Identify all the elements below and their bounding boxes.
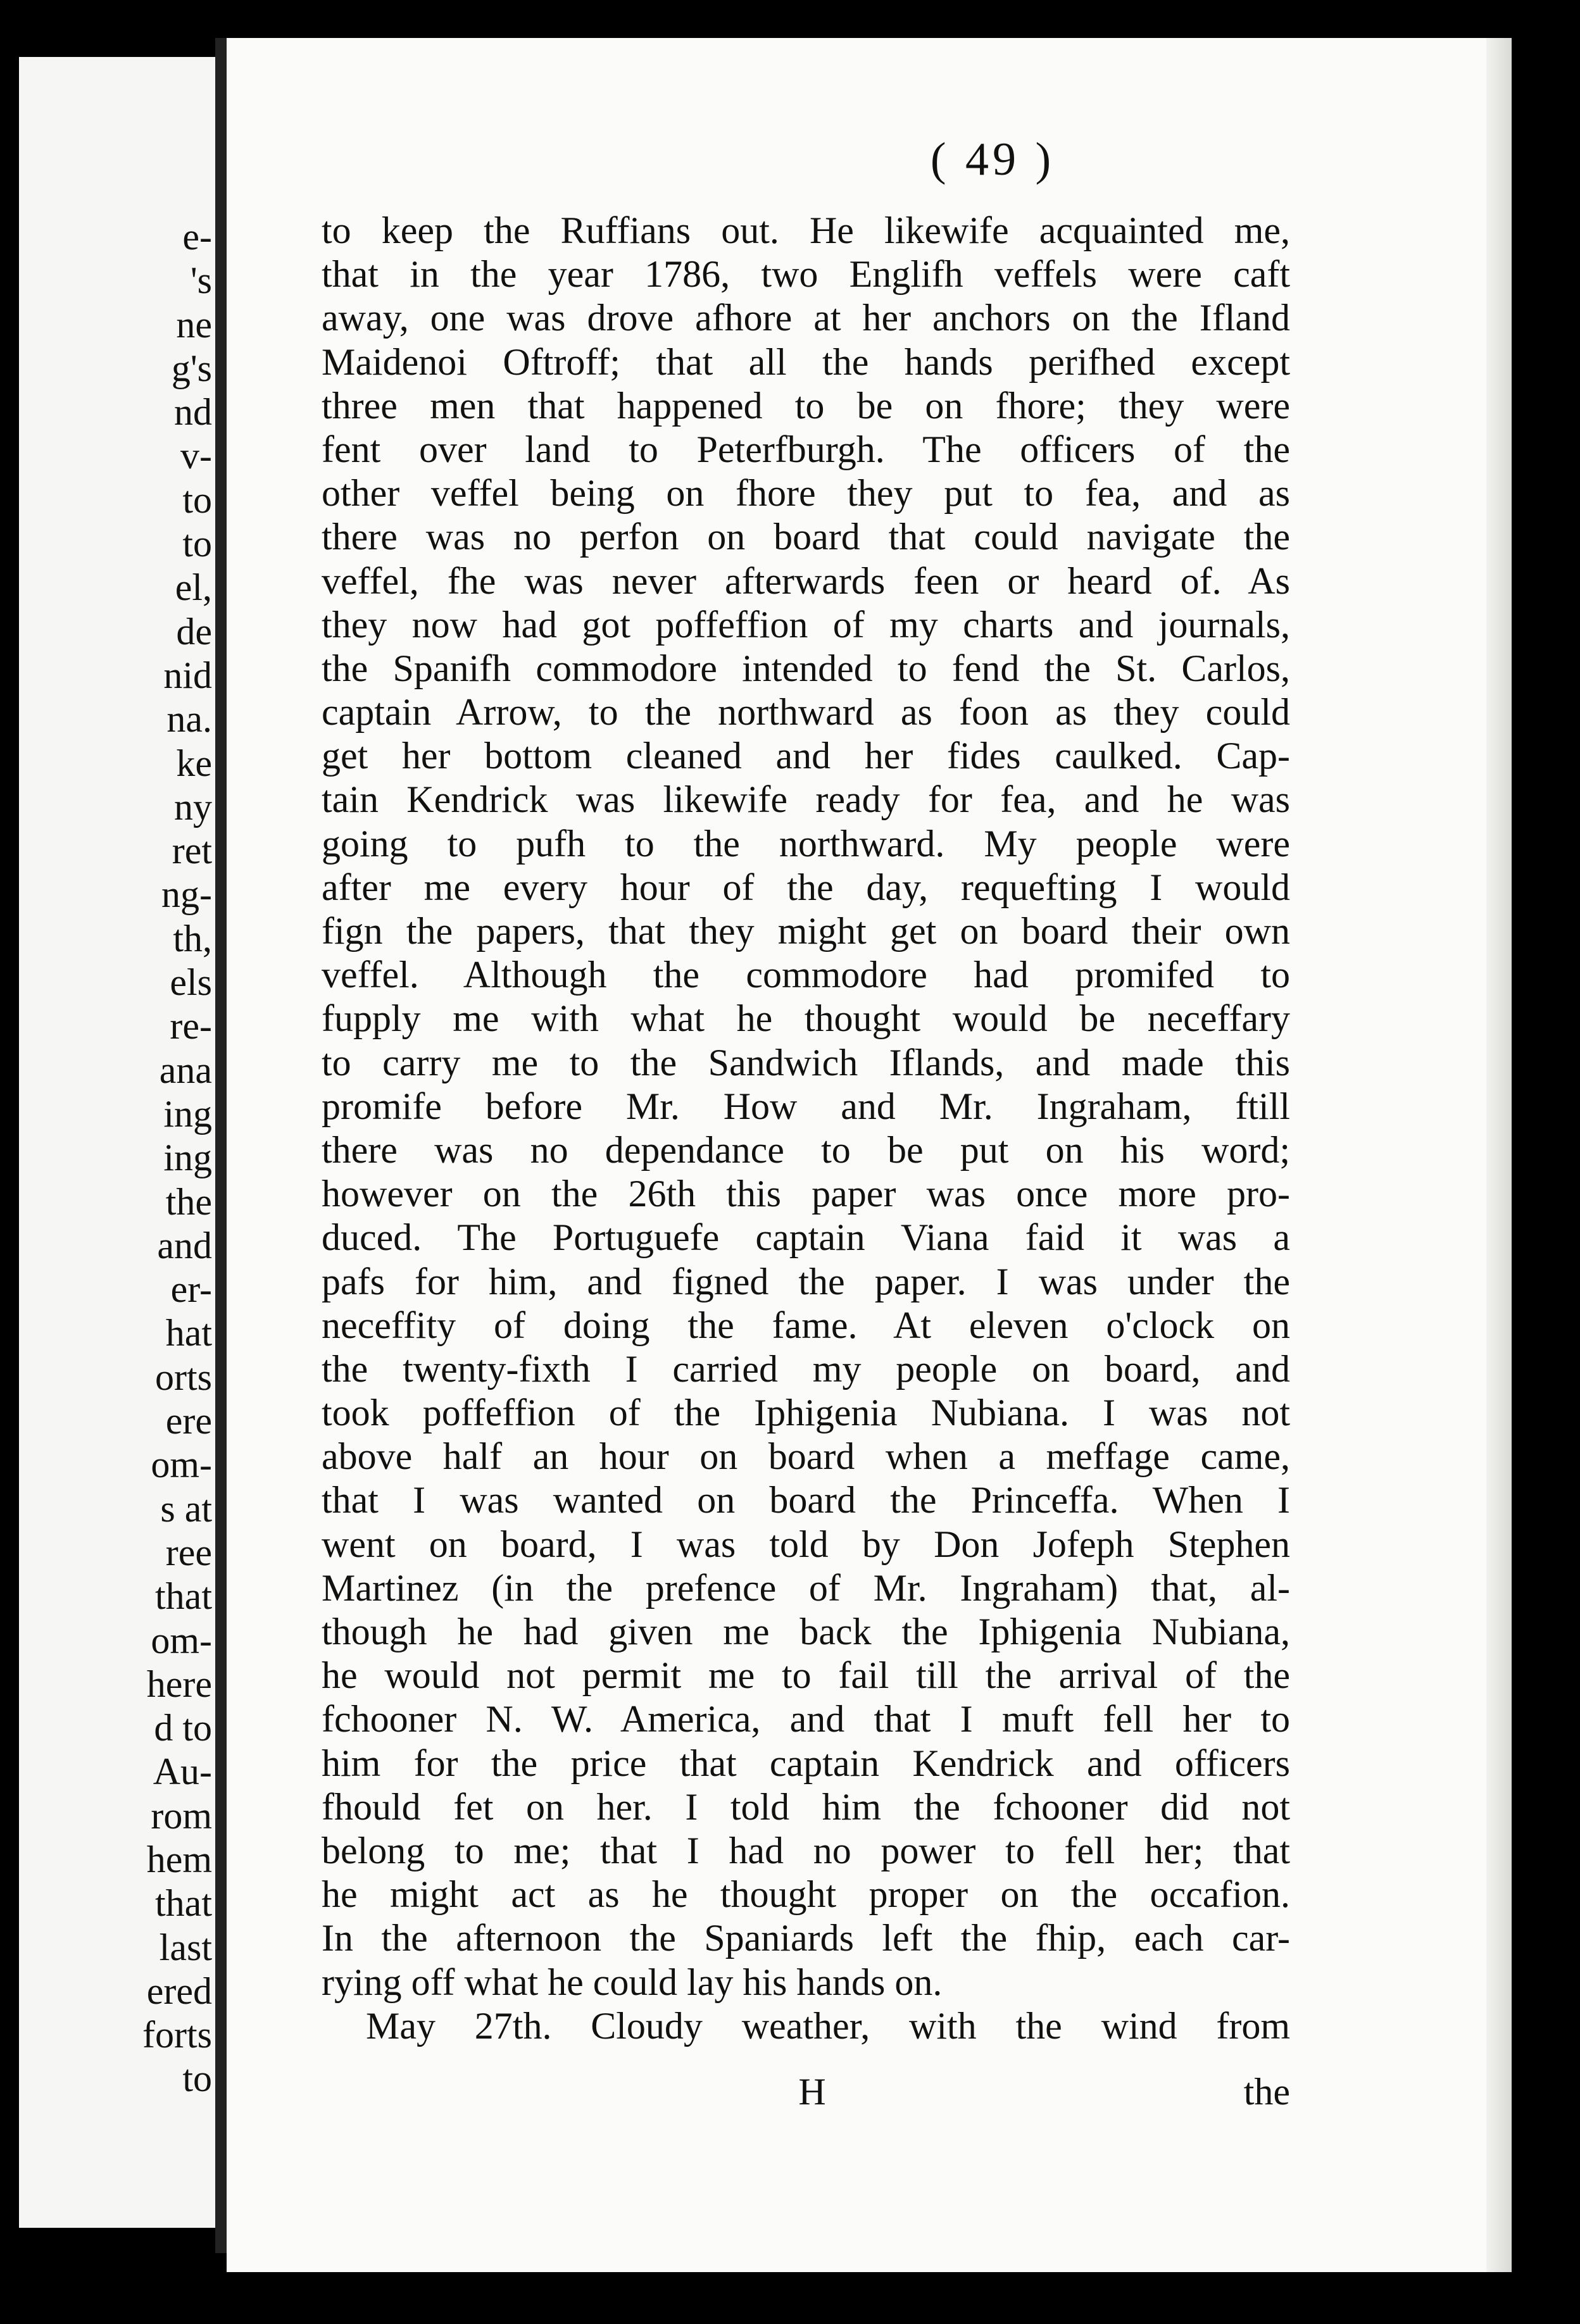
facing-page-line: na. — [166, 698, 212, 740]
facing-page-line: er- — [170, 1268, 212, 1311]
book-gutter — [215, 38, 227, 2253]
text-line: went on board, I was told by Don Jofeph Stephen — [322, 1523, 1290, 1565]
text-line: neceffity of doing the fame. At eleven o'clock on — [322, 1304, 1290, 1346]
facing-page-line: ng- — [161, 873, 212, 916]
facing-page — [19, 57, 215, 2228]
text-line: belong to me; that I had no power to fell her; that — [322, 1829, 1290, 1871]
text-line: going to pufh to the northward. My people were — [322, 822, 1290, 865]
text-line: though he had given me back the Iphigenia Nubiana, — [322, 1611, 1290, 1652]
facing-page-line: om- — [151, 1444, 212, 1486]
facing-page-line: el, — [175, 566, 212, 609]
text-line: there was no perfon on board that could navigate the — [322, 516, 1290, 558]
signature-mark: H — [798, 2071, 826, 2113]
text-line: fign the papers, that they might get on board their own — [322, 910, 1290, 952]
text-line: fupply me with what he thought would be neceffary — [322, 997, 1290, 1040]
body-text — [322, 209, 1290, 2048]
facing-page-line: here — [146, 1663, 212, 1705]
text-line: Martinez (in the prefence of Mr. Ingraham) that, al- — [322, 1566, 1290, 1609]
facing-page-line: rom — [151, 1794, 212, 1837]
facing-page-line: v- — [180, 435, 212, 477]
text-line: fhould fet on her. I told him the fchooner did not — [322, 1785, 1290, 1828]
text-line: Maidenoi Oftroff; that all the hands perifhed except — [322, 340, 1290, 383]
facing-page-line: e- — [182, 216, 212, 258]
facing-page-line: g's — [171, 347, 212, 389]
facing-page-line: and — [157, 1224, 212, 1266]
facing-page-line: that — [155, 1882, 212, 1925]
text-line: promife before Mr. How and Mr. Ingraham, ftill — [322, 1085, 1290, 1127]
facing-page-line: ne — [176, 303, 212, 346]
facing-page-line: to — [182, 478, 212, 521]
text-line: he might act as he thought proper on the occafion. — [322, 1873, 1290, 1916]
text-line: In the afternoon the Spaniards left the fhip, each car- — [322, 1917, 1290, 1959]
text-line: captain Arrow, to the northward as foon as they could — [322, 691, 1290, 734]
facing-page-line: de — [176, 610, 212, 653]
facing-page-line: Au- — [153, 1751, 212, 1793]
text-line: pafs for him, and figned the paper. I was under the — [322, 1260, 1290, 1303]
text-line: took poffeffion of the Iphigenia Nubiana. I was not — [322, 1392, 1290, 1434]
facing-page-line: ny — [174, 785, 212, 828]
text-line: to keep the Ruffians out. He likewife acquainted me, — [322, 209, 1290, 251]
facing-page-line: re- — [170, 1005, 212, 1047]
text-line: that in the year 1786, two Englifh veffels were caft — [322, 253, 1290, 296]
text-line: away, one was drove afhore at her anchors on the Ifland — [322, 297, 1290, 339]
text-line: however on the 26th this paper was once more pro- — [322, 1173, 1290, 1215]
facing-page-line: to — [182, 523, 212, 565]
book-page — [227, 38, 1512, 2272]
facing-page-line: nd — [174, 391, 212, 434]
text-line: three men that happened to be on fhore; they were — [322, 384, 1290, 427]
text-line: fchooner N. W. America, and that I muft fell her to — [322, 1698, 1290, 1740]
text-line: the twenty-fixth I carried my people on board, and — [322, 1347, 1290, 1390]
facing-page-line: 's — [190, 259, 212, 302]
facing-page-line: s at — [160, 1487, 212, 1530]
text-line: there was no dependance to be put on his word; — [322, 1128, 1290, 1171]
text-line: to carry me to the Sandwich Iflands, and made this — [322, 1041, 1290, 1084]
facing-page-line: forts — [142, 2014, 212, 2056]
facing-page-line: last — [159, 1926, 212, 1968]
text-line: rying off what he could lay his hands on. — [322, 1961, 943, 2003]
facing-page-line: nid — [163, 654, 212, 696]
text-line: above half an hour on board when a meffage came, — [322, 1435, 1290, 1478]
text-line: other veffel being on fhore they put to fea, and as — [322, 472, 1290, 515]
facing-page-line: ere — [165, 1400, 212, 1442]
catchword: the — [1243, 2071, 1290, 2113]
text-line: get her bottom cleaned and her fides caulked. Cap- — [322, 735, 1290, 777]
facing-page-line: th, — [173, 917, 212, 959]
text-line: veffel, fhe was never afterwards feen or heard of. As — [322, 559, 1290, 602]
facing-page-line: ke — [176, 742, 212, 784]
text-line: he would not permit me to fail till the arrival of the — [322, 1654, 1290, 1697]
facing-page-line: om- — [151, 1619, 212, 1661]
page-number: ( 49 ) — [930, 134, 1055, 185]
facing-page-line: d to — [154, 1707, 212, 1749]
text-line: after me every hour of the day, requefting I would — [322, 866, 1290, 908]
facing-page-text-fragments — [19, 215, 212, 2101]
facing-page-line: the — [165, 1180, 212, 1223]
facing-page-line: that — [155, 1575, 212, 1618]
facing-page-line: ret — [172, 830, 212, 872]
text-line: May 27th. Cloudy weather, with the wind from — [366, 2004, 1290, 2047]
text-line: the Spanifh commodore intended to fend the St. Carlos, — [322, 647, 1290, 689]
facing-page-line: ree — [165, 1531, 212, 1573]
page-footer — [322, 2070, 1290, 2114]
text-line: veffel. Although the commodore had promifed to — [322, 954, 1290, 996]
text-line: him for the price that captain Kendrick and officers — [322, 1742, 1290, 1784]
text-line: they now had got poffeffion of my charts and journals, — [322, 603, 1290, 646]
text-line: duced. The Portuguefe captain Viana faid it was a — [322, 1216, 1290, 1259]
facing-page-line: ana — [159, 1049, 212, 1091]
facing-page-line: to — [182, 2058, 212, 2100]
facing-page-line: orts — [155, 1356, 212, 1398]
facing-page-line: ered — [146, 1970, 212, 2012]
facing-page-line: ing — [163, 1092, 212, 1135]
facing-page-line: els — [170, 961, 212, 1004]
text-line: tain Kendrick was likewife ready for fea, and he was — [322, 778, 1290, 821]
facing-page-line: hat — [165, 1312, 212, 1354]
facing-page-line: hem — [146, 1838, 212, 1880]
page-edge-shadow — [1486, 38, 1512, 2272]
facing-page-line: ing — [163, 1137, 212, 1179]
text-line: fent over land to Peterfburgh. The officers of the — [322, 428, 1290, 470]
text-line: that I was wanted on board the Princeffa. When I — [322, 1479, 1290, 1521]
